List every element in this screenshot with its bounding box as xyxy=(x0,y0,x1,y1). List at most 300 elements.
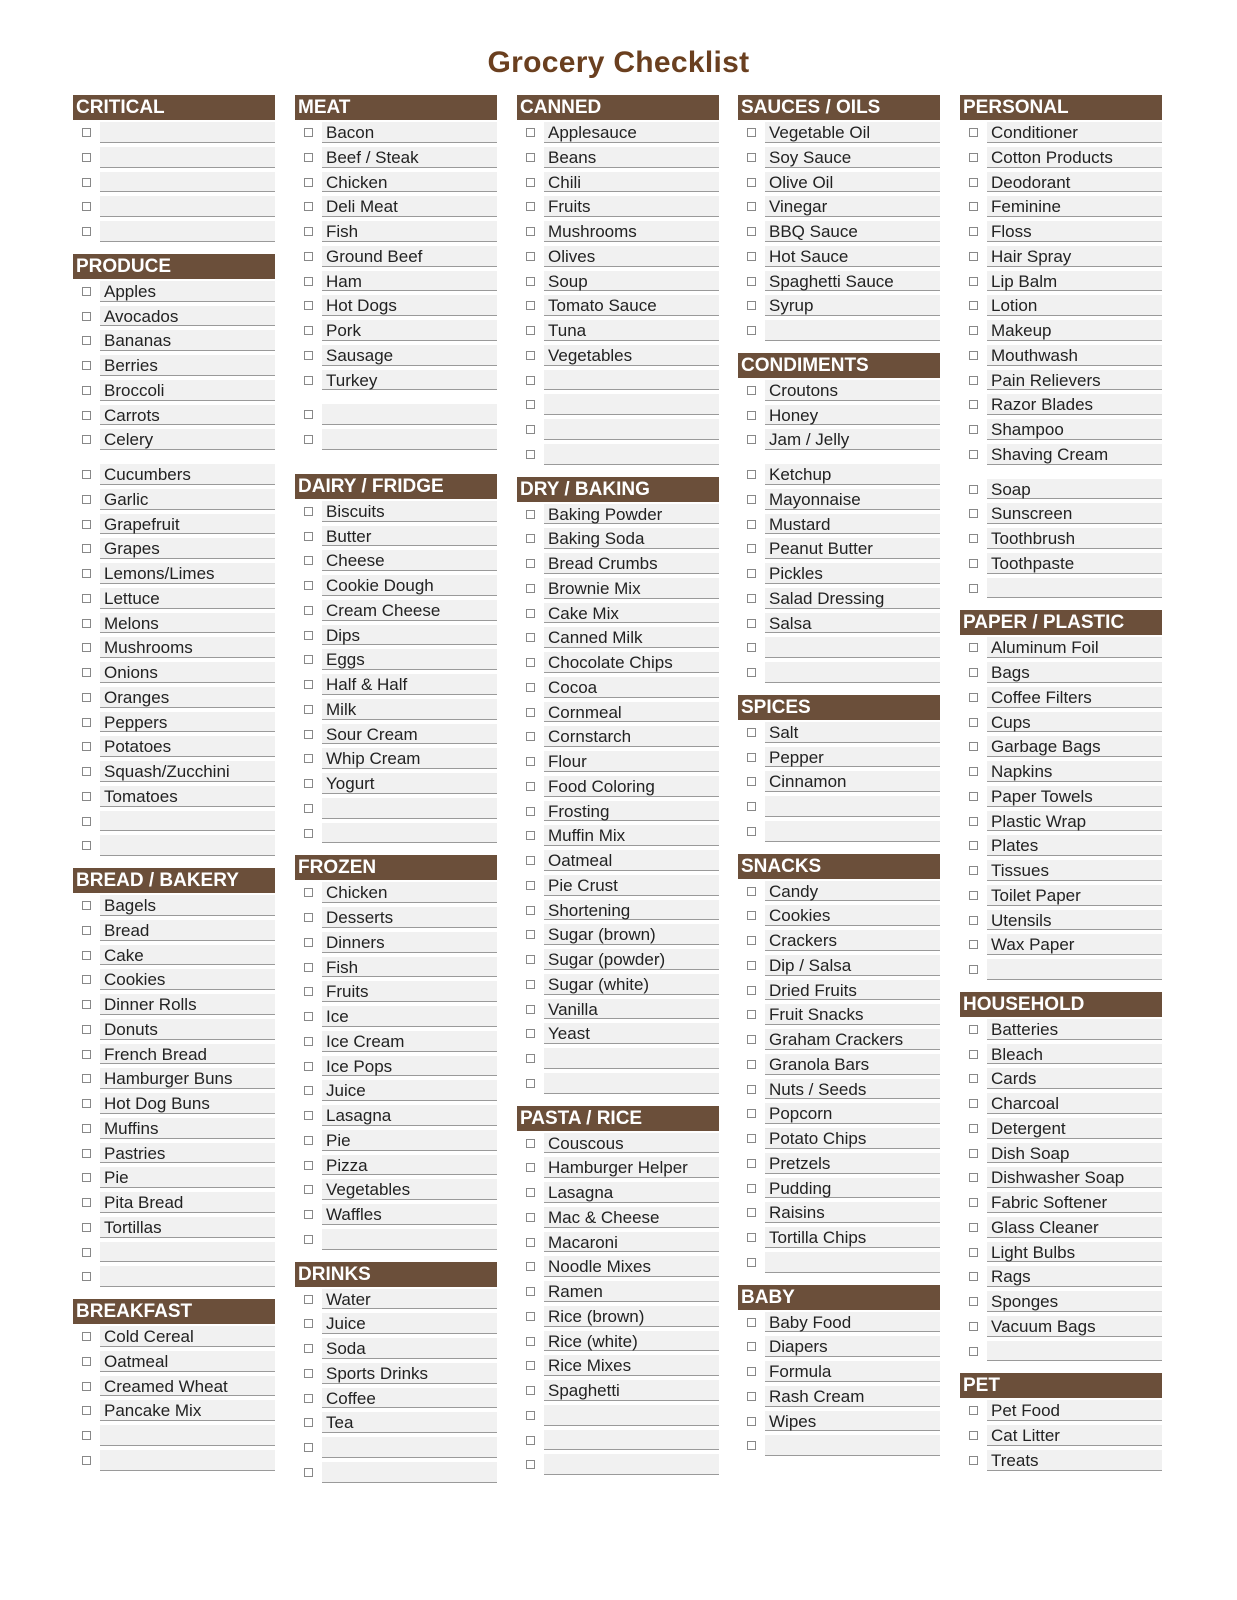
checkbox[interactable] xyxy=(526,376,535,385)
checkbox[interactable] xyxy=(82,619,91,628)
checkbox[interactable] xyxy=(526,584,535,593)
checkbox[interactable] xyxy=(969,509,978,518)
checkbox[interactable] xyxy=(526,178,535,187)
checkbox[interactable] xyxy=(304,1161,313,1170)
item-label: Ham xyxy=(326,271,362,291)
checkbox[interactable] xyxy=(304,532,313,541)
checkbox[interactable] xyxy=(526,326,535,335)
checkbox[interactable] xyxy=(82,1149,91,1158)
checkbox[interactable] xyxy=(526,1262,535,1271)
checkbox[interactable] xyxy=(526,1139,535,1148)
checkbox[interactable] xyxy=(969,485,978,494)
item-label: Vegetables xyxy=(326,1180,411,1200)
checkbox[interactable] xyxy=(304,1062,313,1071)
checkbox[interactable] xyxy=(747,643,756,652)
checkbox[interactable] xyxy=(82,1406,91,1415)
checkbox[interactable] xyxy=(969,1198,978,1207)
checkbox[interactable] xyxy=(82,792,91,801)
checklist-item xyxy=(738,720,940,745)
checkbox[interactable] xyxy=(82,435,91,444)
checkbox[interactable] xyxy=(526,732,535,741)
checkbox[interactable] xyxy=(82,718,91,727)
checkbox[interactable] xyxy=(747,1441,756,1450)
checkbox[interactable] xyxy=(526,1213,535,1222)
checkbox[interactable] xyxy=(526,1386,535,1395)
checkbox[interactable] xyxy=(969,326,978,335)
checkbox[interactable] xyxy=(82,1357,91,1366)
checkbox[interactable] xyxy=(82,742,91,751)
item-label: Donuts xyxy=(104,1019,158,1039)
checkbox[interactable] xyxy=(82,1332,91,1341)
checkbox[interactable] xyxy=(526,955,535,964)
checkbox[interactable] xyxy=(304,1111,313,1120)
checkbox[interactable] xyxy=(82,569,91,578)
checkbox[interactable] xyxy=(747,1109,756,1118)
checkbox[interactable] xyxy=(747,936,756,945)
item-write-line xyxy=(765,662,940,683)
checkbox[interactable] xyxy=(969,1099,978,1108)
checkbox[interactable] xyxy=(747,1035,756,1044)
checkbox[interactable] xyxy=(526,757,535,766)
checkbox[interactable] xyxy=(969,891,978,900)
checkbox[interactable] xyxy=(969,1173,978,1182)
checkbox[interactable] xyxy=(304,938,313,947)
checkbox[interactable] xyxy=(969,1248,978,1257)
checkbox[interactable] xyxy=(304,1344,313,1353)
checkbox[interactable] xyxy=(747,887,756,896)
checkbox[interactable] xyxy=(969,841,978,850)
checkbox[interactable] xyxy=(969,643,978,652)
checkbox[interactable] xyxy=(969,1456,978,1465)
item-label: Tea xyxy=(326,1413,354,1433)
checkbox[interactable] xyxy=(969,1272,978,1281)
checkbox[interactable] xyxy=(82,1272,91,1281)
checkbox[interactable] xyxy=(969,1025,978,1034)
checkbox[interactable] xyxy=(304,326,313,335)
checkbox[interactable] xyxy=(304,987,313,996)
item-label: Cold Cereal xyxy=(104,1327,194,1346)
checkbox[interactable] xyxy=(526,1005,535,1014)
checklist-item xyxy=(295,623,497,648)
checkbox[interactable] xyxy=(969,1347,978,1356)
item-label: Ice Cream xyxy=(326,1031,405,1051)
checkbox[interactable] xyxy=(969,792,978,801)
item-label: Croutons xyxy=(769,380,838,400)
checkbox[interactable] xyxy=(304,410,313,419)
checkbox[interactable] xyxy=(304,1136,313,1145)
checkbox[interactable] xyxy=(304,301,313,310)
checkbox[interactable] xyxy=(304,227,313,236)
checkbox[interactable] xyxy=(747,1208,756,1217)
checkbox[interactable] xyxy=(526,450,535,459)
checkbox[interactable] xyxy=(304,754,313,763)
checkbox[interactable] xyxy=(969,940,978,949)
checkbox[interactable] xyxy=(526,831,535,840)
checkbox[interactable] xyxy=(304,1235,313,1244)
checkbox[interactable] xyxy=(82,901,91,910)
checkbox[interactable] xyxy=(526,559,535,568)
checkbox[interactable] xyxy=(526,930,535,939)
checkbox[interactable] xyxy=(304,829,313,838)
checkbox[interactable] xyxy=(969,277,978,286)
checkbox[interactable] xyxy=(747,227,756,236)
checkbox[interactable] xyxy=(82,361,91,370)
checkbox[interactable] xyxy=(526,1411,535,1420)
checkbox[interactable] xyxy=(747,1184,756,1193)
checkbox[interactable] xyxy=(526,683,535,692)
checkbox[interactable] xyxy=(747,178,756,187)
checkbox[interactable] xyxy=(969,1297,978,1306)
checkbox[interactable] xyxy=(82,153,91,162)
item-label: Sugar (brown) xyxy=(548,925,656,945)
checkbox[interactable] xyxy=(526,856,535,865)
checkbox[interactable] xyxy=(526,609,535,618)
checkbox[interactable] xyxy=(526,980,535,989)
checkbox[interactable] xyxy=(969,1223,978,1232)
checkbox[interactable] xyxy=(969,718,978,727)
checkbox[interactable] xyxy=(526,633,535,642)
checkbox[interactable] xyxy=(747,277,756,286)
checkbox[interactable] xyxy=(747,470,756,479)
checkbox[interactable] xyxy=(82,520,91,529)
checkbox[interactable] xyxy=(969,965,978,974)
checkbox[interactable] xyxy=(304,581,313,590)
item-label: Hamburger Helper xyxy=(548,1158,688,1178)
checkbox[interactable] xyxy=(304,1185,313,1194)
checkbox[interactable] xyxy=(526,1163,535,1172)
checkbox[interactable] xyxy=(747,777,756,786)
checkbox[interactable] xyxy=(82,287,91,296)
checkbox[interactable] xyxy=(969,1322,978,1331)
checkbox[interactable] xyxy=(526,1312,535,1321)
section-header: BREAKFAST xyxy=(73,1299,275,1324)
checklist-item xyxy=(738,536,940,561)
checkbox[interactable] xyxy=(82,336,91,345)
checkbox[interactable] xyxy=(526,1188,535,1197)
item-label: Sugar (powder) xyxy=(548,950,666,969)
checklist-item xyxy=(960,1190,1162,1215)
checklist-item xyxy=(73,1116,275,1141)
checkbox[interactable] xyxy=(747,753,756,762)
checkbox[interactable] xyxy=(82,594,91,603)
checkbox[interactable] xyxy=(747,1085,756,1094)
section-personal xyxy=(960,95,1162,600)
item-label: Formula xyxy=(769,1362,832,1381)
checkbox[interactable] xyxy=(82,544,91,553)
checkbox[interactable] xyxy=(304,435,313,444)
checkbox[interactable] xyxy=(747,802,756,811)
item-label: Berries xyxy=(104,356,158,375)
checkbox[interactable] xyxy=(304,128,313,137)
checkbox[interactable] xyxy=(82,386,91,395)
checkbox[interactable] xyxy=(304,376,313,385)
checkbox[interactable] xyxy=(747,301,756,310)
checkbox[interactable] xyxy=(82,312,91,321)
checkbox[interactable] xyxy=(526,881,535,890)
checkbox[interactable] xyxy=(526,301,535,310)
checkbox[interactable] xyxy=(304,1319,313,1328)
checkbox[interactable] xyxy=(526,906,535,915)
checkbox[interactable] xyxy=(526,252,535,261)
section-header: PRODUCE xyxy=(73,254,275,279)
checkbox[interactable] xyxy=(304,804,313,813)
checkbox[interactable] xyxy=(82,178,91,187)
checkbox[interactable] xyxy=(82,227,91,236)
checkbox[interactable] xyxy=(526,510,535,519)
checklist-item xyxy=(517,120,719,145)
checklist-item xyxy=(960,318,1162,343)
checkbox[interactable] xyxy=(304,1210,313,1219)
checkbox[interactable] xyxy=(969,1431,978,1440)
checkbox[interactable] xyxy=(526,277,535,286)
checkbox[interactable] xyxy=(526,425,535,434)
checkbox[interactable] xyxy=(747,128,756,137)
checkbox[interactable] xyxy=(969,1406,978,1415)
checkbox[interactable] xyxy=(526,658,535,667)
checkbox[interactable] xyxy=(969,301,978,310)
item-label: Utensils xyxy=(991,910,1052,930)
checkbox[interactable] xyxy=(526,400,535,409)
checkbox[interactable] xyxy=(82,495,91,504)
checkbox[interactable] xyxy=(304,963,313,972)
checkbox[interactable] xyxy=(304,351,313,360)
checkbox[interactable] xyxy=(526,153,535,162)
checkbox[interactable] xyxy=(969,534,978,543)
checkbox[interactable] xyxy=(969,202,978,211)
checkbox[interactable] xyxy=(82,693,91,702)
checkbox[interactable] xyxy=(304,631,313,640)
checkbox[interactable] xyxy=(82,470,91,479)
checkbox[interactable] xyxy=(304,1369,313,1378)
checkbox[interactable] xyxy=(969,128,978,137)
checkbox[interactable] xyxy=(82,1000,91,1009)
item-label: Chicken xyxy=(326,172,388,192)
checkbox[interactable] xyxy=(526,1054,535,1063)
checkbox[interactable] xyxy=(747,569,756,578)
checkbox[interactable] xyxy=(747,1159,756,1168)
checkbox[interactable] xyxy=(526,1029,535,1038)
checkbox[interactable] xyxy=(526,1436,535,1445)
checkbox[interactable] xyxy=(969,425,978,434)
item-label: Cookie Dough xyxy=(326,576,434,595)
checkbox[interactable] xyxy=(747,961,756,970)
checkbox[interactable] xyxy=(526,534,535,543)
checkbox[interactable] xyxy=(526,1238,535,1247)
checkbox[interactable] xyxy=(969,400,978,409)
checkbox[interactable] xyxy=(82,1050,91,1059)
checkbox[interactable] xyxy=(82,1124,91,1133)
item-label: Conditioner xyxy=(991,123,1078,142)
checkbox[interactable] xyxy=(526,351,535,360)
checklist-item xyxy=(738,978,940,1003)
checkbox[interactable] xyxy=(747,986,756,995)
checkbox[interactable] xyxy=(526,1361,535,1370)
checkbox[interactable] xyxy=(969,742,978,751)
checklist-item xyxy=(738,1250,940,1275)
checkbox[interactable] xyxy=(82,1223,91,1232)
section-drinks xyxy=(295,1262,497,1485)
checkbox[interactable] xyxy=(747,1010,756,1019)
checklist-item xyxy=(960,1141,1162,1166)
checkbox[interactable] xyxy=(747,544,756,553)
checklist-item xyxy=(73,635,275,660)
checkbox[interactable] xyxy=(304,655,313,664)
checkbox[interactable] xyxy=(969,767,978,776)
checkbox[interactable] xyxy=(747,326,756,335)
checkbox[interactable] xyxy=(304,202,313,211)
checkbox[interactable] xyxy=(526,782,535,791)
checkbox[interactable] xyxy=(82,411,91,420)
checkbox[interactable] xyxy=(82,817,91,826)
checkbox[interactable] xyxy=(304,1468,313,1477)
checkbox[interactable] xyxy=(526,1079,535,1088)
checkbox[interactable] xyxy=(304,252,313,261)
checkbox[interactable] xyxy=(526,227,535,236)
checkbox[interactable] xyxy=(82,128,91,137)
checkbox[interactable] xyxy=(747,1367,756,1376)
checkbox[interactable] xyxy=(747,202,756,211)
checkbox[interactable] xyxy=(82,1382,91,1391)
checkbox[interactable] xyxy=(82,1198,91,1207)
checkbox[interactable] xyxy=(747,911,756,920)
checklist-item xyxy=(73,1423,275,1448)
checkbox[interactable] xyxy=(304,556,313,565)
checkbox[interactable] xyxy=(969,559,978,568)
checkbox[interactable] xyxy=(969,1124,978,1133)
checkbox[interactable] xyxy=(969,817,978,826)
checkbox[interactable] xyxy=(747,495,756,504)
checkbox[interactable] xyxy=(82,926,91,935)
checkbox[interactable] xyxy=(969,178,978,187)
checkbox[interactable] xyxy=(969,866,978,875)
checkbox[interactable] xyxy=(526,807,535,816)
checkbox[interactable] xyxy=(747,1258,756,1267)
checkbox[interactable] xyxy=(747,411,756,420)
checkbox[interactable] xyxy=(82,1431,91,1440)
checkbox[interactable] xyxy=(747,1134,756,1143)
checkbox[interactable] xyxy=(304,779,313,788)
checkbox[interactable] xyxy=(304,705,313,714)
checkbox[interactable] xyxy=(747,827,756,836)
checklist-item xyxy=(295,368,497,393)
checkbox[interactable] xyxy=(747,153,756,162)
checkbox[interactable] xyxy=(304,1037,313,1046)
checkbox[interactable] xyxy=(304,277,313,286)
checkbox[interactable] xyxy=(969,584,978,593)
checkbox[interactable] xyxy=(304,1394,313,1403)
checkbox[interactable] xyxy=(82,767,91,776)
item-label: Cotton Products xyxy=(991,147,1113,167)
checkbox[interactable] xyxy=(304,888,313,897)
item-label: Hair Spray xyxy=(991,246,1072,266)
checkbox[interactable] xyxy=(82,841,91,850)
checkbox[interactable] xyxy=(969,252,978,261)
item-label: Butter xyxy=(326,526,372,546)
checkbox[interactable] xyxy=(304,507,313,516)
checkbox[interactable] xyxy=(747,728,756,737)
checklist-item xyxy=(960,858,1162,883)
checkbox[interactable] xyxy=(526,1337,535,1346)
checkbox[interactable] xyxy=(969,916,978,925)
checkbox[interactable] xyxy=(969,450,978,459)
checkbox[interactable] xyxy=(304,913,313,922)
checkbox[interactable] xyxy=(747,520,756,529)
checkbox[interactable] xyxy=(526,1287,535,1296)
checkbox[interactable] xyxy=(747,386,756,395)
checkbox[interactable] xyxy=(82,202,91,211)
checklist-item xyxy=(73,487,275,512)
checkbox[interactable] xyxy=(969,351,978,360)
item-label: Salsa xyxy=(769,613,812,633)
checkbox[interactable] xyxy=(82,975,91,984)
section-header: HOUSEHOLD xyxy=(960,992,1162,1017)
checkbox[interactable] xyxy=(304,1443,313,1452)
section-condiments xyxy=(738,353,940,685)
checkbox[interactable] xyxy=(747,435,756,444)
checkbox[interactable] xyxy=(82,1248,91,1257)
section-spacer xyxy=(960,600,1162,610)
checkbox[interactable] xyxy=(969,1149,978,1158)
checkbox[interactable] xyxy=(747,668,756,677)
checkbox[interactable] xyxy=(747,1342,756,1351)
item-write-line xyxy=(100,1266,275,1287)
checkbox[interactable] xyxy=(747,1318,756,1327)
checkbox[interactable] xyxy=(304,680,313,689)
checkbox[interactable] xyxy=(82,668,91,677)
checkbox[interactable] xyxy=(82,643,91,652)
checkbox[interactable] xyxy=(969,1074,978,1083)
checkbox[interactable] xyxy=(82,1099,91,1108)
checkbox[interactable] xyxy=(82,1074,91,1083)
checkbox[interactable] xyxy=(304,1295,313,1304)
checkbox[interactable] xyxy=(82,1025,91,1034)
checkbox[interactable] xyxy=(747,1392,756,1401)
checkbox[interactable] xyxy=(526,1460,535,1469)
checkbox[interactable] xyxy=(747,594,756,603)
checkbox[interactable] xyxy=(304,606,313,615)
checkbox[interactable] xyxy=(969,153,978,162)
checkbox[interactable] xyxy=(304,1086,313,1095)
checkbox[interactable] xyxy=(304,1418,313,1427)
checkbox[interactable] xyxy=(526,202,535,211)
checkbox[interactable] xyxy=(747,252,756,261)
item-label: Grapefruit xyxy=(104,514,180,534)
checkbox[interactable] xyxy=(82,1173,91,1182)
checkbox[interactable] xyxy=(304,178,313,187)
checkbox[interactable] xyxy=(969,376,978,385)
checkbox[interactable] xyxy=(969,668,978,677)
checkbox[interactable] xyxy=(304,1012,313,1021)
checklist-item xyxy=(295,1435,497,1460)
section-spacer xyxy=(738,685,940,695)
checkbox[interactable] xyxy=(747,1233,756,1242)
checkbox[interactable] xyxy=(969,227,978,236)
checkbox[interactable] xyxy=(526,128,535,137)
checkbox[interactable] xyxy=(82,951,91,960)
checkbox[interactable] xyxy=(747,1060,756,1069)
item-label: Muffins xyxy=(104,1118,159,1138)
checkbox[interactable] xyxy=(747,619,756,628)
checkbox[interactable] xyxy=(82,1456,91,1465)
checkbox[interactable] xyxy=(304,153,313,162)
checkbox[interactable] xyxy=(969,1050,978,1059)
item-write-line xyxy=(765,821,940,842)
checklist-item xyxy=(960,908,1162,933)
checkbox[interactable] xyxy=(747,1417,756,1426)
checkbox[interactable] xyxy=(969,693,978,702)
checkbox[interactable] xyxy=(526,708,535,717)
checkbox[interactable] xyxy=(304,730,313,739)
